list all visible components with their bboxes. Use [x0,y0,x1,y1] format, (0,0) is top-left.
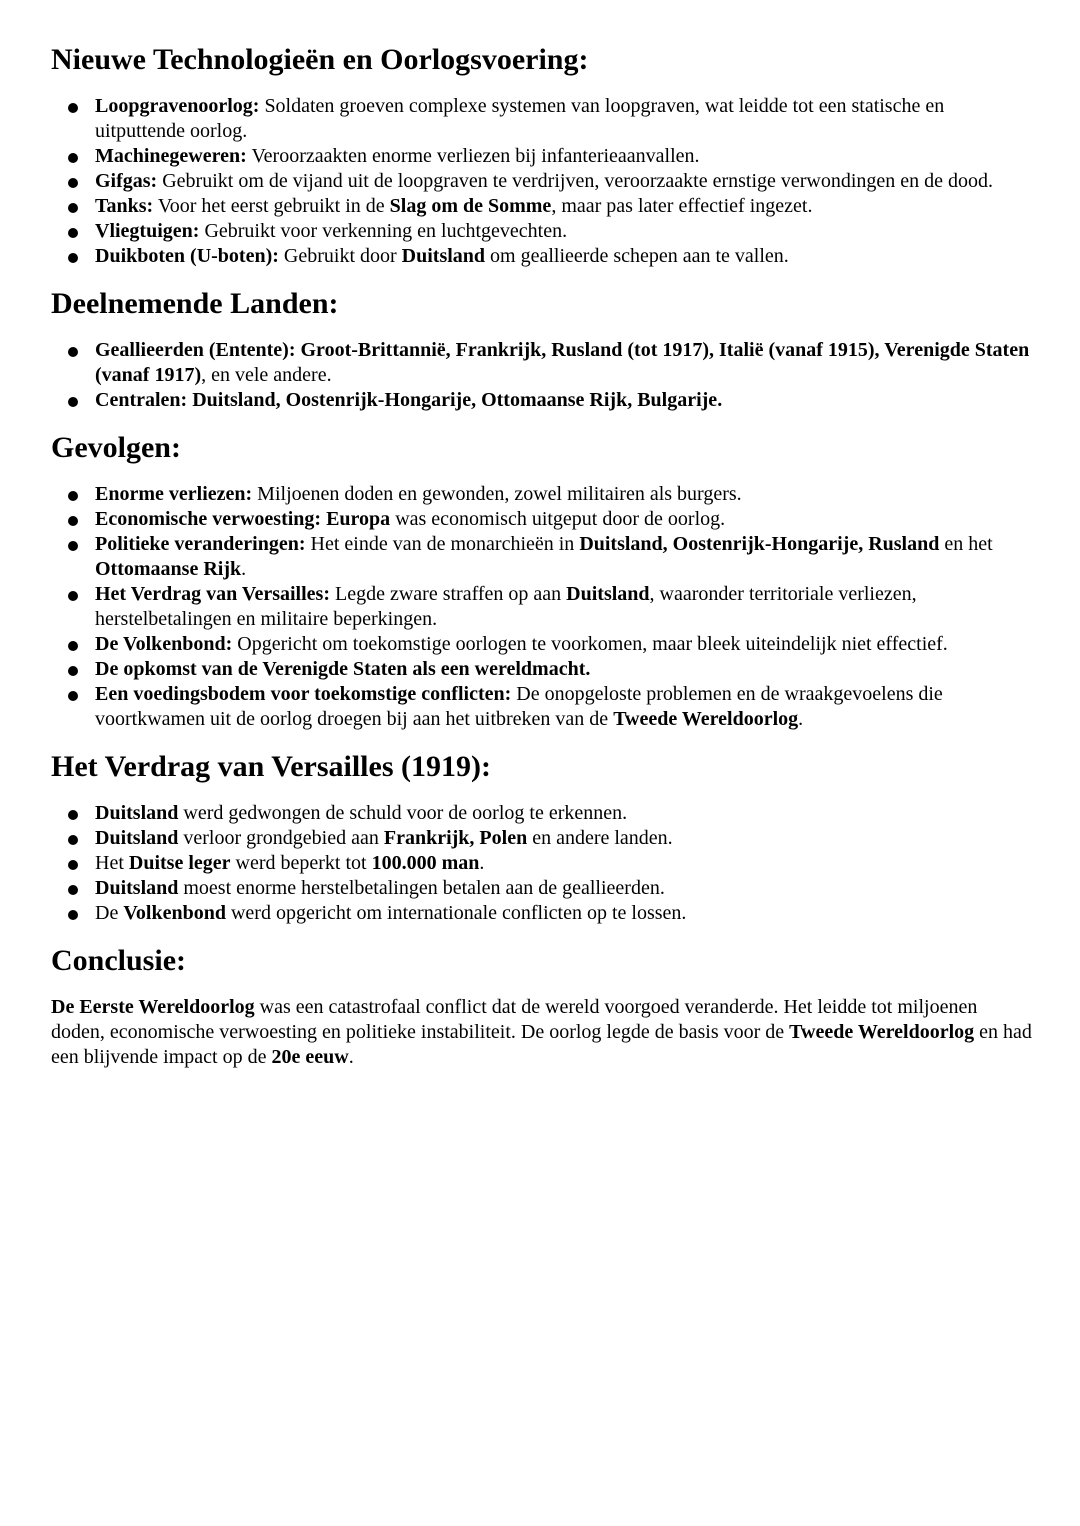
text: Opgericht om toekomstige oorlogen te voorkomen, maar bleek uiteindelijk niet effectief. [232,633,948,655]
section-heading: Deelnemende Landen: [51,287,339,320]
text: werd beperkt tot [230,852,372,874]
bold-text: Slag om de Somme [389,195,552,217]
bullet-icon [68,591,78,601]
text: , maar pas later effectief ingezet. [551,195,813,217]
bold-text: Tweede Wereldoorlog [613,708,799,730]
text: . [348,1046,354,1068]
list-item [51,657,1036,682]
section [51,750,1036,926]
bullet-icon [68,860,78,870]
bold-text: Het Verdrag van Versailles: [95,583,330,605]
text: was een catastrofaal conflict dat de wereld voorgoed veranderde. Het leidde tot miljoenen doden, economische verwoesting en politieke instabiliteit. De oorlog legde de basis voor de [51,996,978,1043]
section-heading: Nieuwe Technologieën en Oorlogsvoering: [51,43,589,76]
bold-text: Gifgas: [95,170,158,192]
bullet-icon [68,910,78,920]
text: werd opgericht om internationale conflicten op te lossen. [225,902,687,924]
bold-text: Duikboten (U-boten): [95,245,279,267]
bold-text: Duitsland [401,245,486,267]
bold-text: Duitsland [95,802,179,824]
list-item [51,632,1036,657]
bullet-icon [68,691,78,701]
section-heading-conclusion: Conclusie: [51,944,186,977]
bullet-list [51,94,1036,269]
bold-text: Een voedingsbodem voor toekomstige conflicten: [95,683,512,705]
list-item [51,801,1036,826]
text: Miljoenen doden en gewonden, zowel militairen als burgers. [252,483,742,505]
bold-text: Vliegtuigen: [95,220,200,242]
bullet-icon [68,835,78,845]
bold-text: Duitse leger [128,852,231,874]
bold-text: Centralen: Duitsland, Oostenrijk-Hongarije, Ottomaanse Rijk, Bulgarije. [95,389,723,411]
list-item [51,169,1036,194]
section [51,431,1036,732]
bullet-icon [68,491,78,501]
bold-text: Tanks: [95,195,154,217]
bold-text: Machinegeweren: [95,145,247,167]
bullet-list [51,338,1036,413]
section-heading: Gevolgen: [51,431,181,464]
list-item [51,682,1036,732]
document-sections [51,43,1036,926]
bold-text: Enorme verliezen: [95,483,253,505]
list-item [51,219,1036,244]
text: en andere landen. [527,827,673,849]
list-item [51,826,1036,851]
bullet-icon [68,103,78,113]
document-body [51,43,1036,1070]
bold-text: Economische verwoesting: Europa [95,508,391,530]
section-heading: Het Verdrag van Versailles (1919): [51,750,491,783]
text: Gebruikt om de vijand uit de loopgraven te verdrijven, veroorzaakte ernstige verwondingen en de dood. [157,170,994,192]
text: en had een blijvende impact op de [51,1021,1032,1068]
list-item [51,244,1036,269]
bold-text: Duitsland [95,877,179,899]
bold-text: Duitsland, Oostenrijk-Hongarije, Rusland [579,533,940,555]
list-item [51,582,1036,632]
list-item [51,851,1036,876]
conclusion-section [51,944,1036,1070]
bullet-icon [68,666,78,676]
text: Legde zware straffen op aan [330,583,567,605]
bullet-icon [68,253,78,263]
text: De onopgeloste problemen en de wraakgevoelens die voortkwamen uit de oorlog droegen bij aan het uitbreken van de [95,683,943,730]
bullet-list [51,801,1036,926]
bullet-icon [68,516,78,526]
list-item [51,194,1036,219]
bold-text: Frankrijk, Polen [383,827,528,849]
text: verloor grondgebied aan [178,827,384,849]
text: , en vele andere. [201,364,332,386]
list-item [51,338,1036,388]
bold-text: Politieke veranderingen: [95,533,306,555]
bold-text: 20e eeuw [271,1046,349,1068]
text: Veroorzaakten enorme verliezen bij infanterieaanvallen. [246,145,700,167]
text: , waaronder territoriale verliezen, herstelbetalingen en militaire beperkingen. [95,583,917,630]
bullet-icon [68,178,78,188]
text: werd gedwongen de schuld voor de oorlog te erkennen. [178,802,628,824]
text: om geallieerde schepen aan te vallen. [485,245,789,267]
list-item [51,482,1036,507]
text: Voor het eerst gebruikt in de [153,195,390,217]
conclusion-paragraph [51,995,1036,1070]
list-item [51,901,1036,926]
text: was economisch uitgeput door de oorlog. [390,508,726,530]
list-item [51,94,1036,144]
bullet-icon [68,641,78,651]
text: en het [939,533,993,555]
section [51,43,1036,269]
text: De [95,902,124,924]
list-item [51,388,1036,413]
section [51,287,1036,413]
bold-text: Loopgravenoorlog: [95,95,260,117]
bullet-icon [68,885,78,895]
bold-text: De opkomst van de Verenigde Staten als een wereldmacht. [95,658,591,680]
bold-text: Duitsland [95,827,179,849]
bold-text: Duitsland [566,583,650,605]
text: Soldaten groeven complexe systemen van loopgraven, wat leidde tot een statische en uitputtende oorlog. [95,95,945,142]
text: Het [95,852,129,874]
bold-text: Geallieerden (Entente): Groot-Brittannië, Frankrijk, Rusland (tot 1917), Italië (vanaf 1915), Verenigde Staten (vanaf 1917) [95,339,1030,386]
text: Gebruikt voor verkenning en luchtgevechten. [199,220,568,242]
bullet-icon [68,347,78,357]
list-item [51,144,1036,169]
bullet-icon [68,228,78,238]
bold-text: Ottomaanse Rijk [95,558,242,580]
list-item [51,876,1036,901]
bold-text: De Eerste Wereldoorlog [51,996,255,1018]
text: . [798,708,804,730]
text: . [479,852,485,874]
bullet-icon [68,397,78,407]
bold-text: 100.000 man [371,852,480,874]
bold-text: Volkenbond [123,902,226,924]
bullet-icon [68,810,78,820]
bullet-icon [68,203,78,213]
bold-text: Tweede Wereldoorlog [789,1021,975,1043]
text: Het einde van de monarchieën in [305,533,580,555]
bullet-icon [68,541,78,551]
text: Gebruikt door [278,245,402,267]
text: moest enorme herstelbetalingen betalen aan de geallieerden. [178,877,665,899]
list-item [51,507,1036,532]
text: . [241,558,247,580]
list-item [51,532,1036,582]
bold-text: De Volkenbond: [95,633,233,655]
bullet-list [51,482,1036,732]
bullet-icon [68,153,78,163]
